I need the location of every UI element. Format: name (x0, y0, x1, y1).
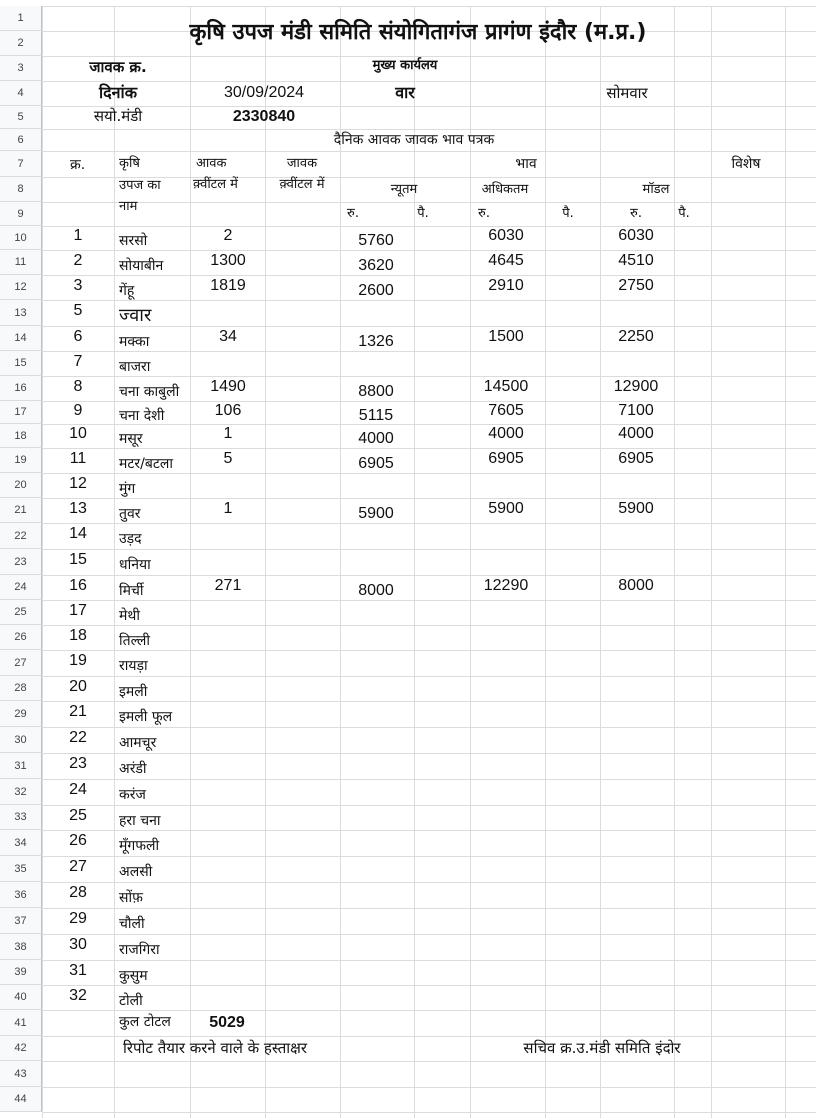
gridline (42, 1087, 816, 1088)
row-header[interactable]: 11 (0, 250, 42, 275)
min-price-cell[interactable]: 5115 (358, 407, 394, 424)
serial-cell[interactable]: 12 (69, 475, 87, 492)
crop-name-cell[interactable]: चना देशी (119, 408, 165, 424)
row-header[interactable]: 10 (0, 226, 42, 250)
serial-cell[interactable]: 23 (69, 755, 87, 772)
max-price-cell[interactable]: 4000 (488, 425, 524, 442)
serial-cell[interactable]: 8 (73, 378, 83, 395)
table-row (42, 448, 785, 473)
col-crop-header-2: उपज का (119, 178, 161, 193)
col-arrival-header-2: क़्वींटल में (193, 177, 238, 192)
crop-name-cell[interactable]: अलसी (119, 864, 153, 880)
table-row (42, 575, 785, 600)
mandi-label: सयो.मंडी (93, 107, 143, 125)
gridline (42, 1061, 816, 1062)
row-header[interactable]: 28 (0, 676, 42, 701)
modal-price-cell[interactable]: 8000 (618, 577, 654, 594)
arrival-cell[interactable]: 5 (223, 450, 233, 467)
row-header[interactable]: 21 (0, 498, 42, 523)
table-row (42, 376, 785, 401)
row-header[interactable]: 1 (0, 6, 42, 31)
serial-cell[interactable]: 10 (69, 425, 87, 442)
arrival-cell[interactable]: 106 (214, 402, 242, 419)
arrival-cell[interactable]: 1490 (210, 378, 246, 395)
max-price-cell[interactable]: 5900 (488, 500, 524, 517)
crop-name-cell[interactable]: बाजरा (119, 359, 151, 375)
row-header[interactable]: 16 (0, 376, 42, 401)
min-price-cell[interactable]: 1326 (358, 333, 394, 350)
row-header[interactable]: 42 (0, 1036, 42, 1061)
serial-cell[interactable]: 25 (69, 807, 87, 824)
day-value: सोमवार (606, 84, 648, 102)
table-row (42, 549, 785, 575)
row-header[interactable]: 43 (0, 1061, 42, 1087)
col-serial-header: क्र. (70, 157, 86, 173)
total-label: कुल टोटल (119, 1014, 171, 1030)
row-header[interactable]: 22 (0, 523, 42, 549)
serial-cell[interactable]: 7 (73, 353, 83, 370)
table-row (42, 753, 785, 779)
row-header[interactable]: 34 (0, 830, 42, 856)
col-dispatch-header-1: जावक (286, 156, 318, 171)
crop-name-cell[interactable]: मूँगफली (119, 838, 160, 854)
max-price-cell[interactable]: 4645 (488, 252, 524, 269)
max-price-cell[interactable]: 6905 (488, 450, 524, 467)
crop-name-cell[interactable]: इमली (119, 684, 148, 700)
table-row (42, 805, 785, 830)
max-price-cell[interactable]: 7605 (488, 402, 524, 419)
serial-cell[interactable]: 15 (69, 551, 87, 568)
min-paise-header: पै. (417, 206, 429, 221)
min-price-cell[interactable]: 8000 (358, 582, 394, 599)
table-row (42, 779, 785, 805)
row-header[interactable]: 8 (0, 177, 42, 202)
modal-price-cell[interactable]: 6905 (618, 450, 654, 467)
crop-name-cell[interactable]: इमली फूल (119, 709, 173, 725)
preparer-signature-label: रिपोट तैयार करने वाले के हस्ताक्षर (122, 1039, 308, 1057)
row-header[interactable]: 2 (0, 31, 42, 56)
row-header[interactable]: 25 (0, 600, 42, 625)
col-arrival-header-1: आवक (196, 156, 227, 171)
min-price-cell[interactable]: 5760 (358, 232, 394, 249)
serial-cell[interactable]: 9 (73, 402, 83, 419)
row-header[interactable]: 7 (0, 151, 42, 177)
mandi-number: 2330840 (232, 108, 296, 125)
table-row (42, 424, 785, 448)
crop-name-cell[interactable]: ज्वार (119, 305, 152, 326)
modal-paise-header: पै. (678, 206, 690, 221)
col-min-header: न्यूतम (390, 182, 418, 197)
gridline (42, 1036, 816, 1037)
row-header[interactable]: 41 (0, 1010, 42, 1036)
date-label: दिनांक (99, 83, 137, 102)
row-header[interactable]: 12 (0, 275, 42, 300)
serial-cell[interactable]: 1 (73, 227, 83, 244)
row-header[interactable]: 32 (0, 779, 42, 805)
serial-cell[interactable]: 16 (69, 577, 87, 594)
serial-cell[interactable]: 5 (73, 302, 83, 319)
row-header[interactable]: 36 (0, 882, 42, 908)
table-row (42, 908, 785, 934)
row-header[interactable]: 23 (0, 549, 42, 575)
crop-name-cell[interactable]: मुंग (119, 481, 136, 497)
table-row (42, 882, 785, 908)
crop-name-cell[interactable]: तिल्ली (119, 633, 151, 649)
serial-cell[interactable]: 17 (69, 602, 87, 619)
table-row (42, 401, 785, 424)
gridline (42, 129, 816, 130)
crop-name-cell[interactable]: हरा चना (119, 813, 161, 829)
gridline (42, 202, 816, 203)
max-rupee-header: रु. (478, 206, 490, 221)
table-row (42, 830, 785, 856)
row-header[interactable]: 39 (0, 960, 42, 985)
arrival-cell[interactable]: 1 (223, 500, 233, 517)
max-price-cell[interactable]: 6030 (488, 227, 524, 244)
serial-cell[interactable]: 2 (73, 252, 83, 269)
crop-name-cell[interactable]: मटर/बटला (119, 456, 174, 472)
row-header[interactable]: 24 (0, 575, 42, 600)
min-price-cell[interactable]: 3620 (358, 257, 394, 274)
table-row (42, 600, 785, 625)
gridline (42, 56, 816, 57)
serial-cell[interactable]: 14 (69, 525, 87, 542)
min-rupee-header: रु. (347, 206, 359, 221)
gridline (785, 6, 786, 1118)
modal-price-cell[interactable]: 5900 (618, 500, 654, 517)
modal-price-cell[interactable]: 4000 (618, 425, 654, 442)
row-header[interactable]: 17 (0, 401, 42, 424)
serial-cell[interactable]: 11 (69, 450, 87, 467)
serial-cell[interactable]: 32 (69, 987, 87, 1004)
serial-cell[interactable]: 31 (69, 962, 87, 979)
row-header[interactable]: 15 (0, 351, 42, 376)
row-header[interactable]: 9 (0, 202, 42, 226)
table-row (42, 226, 785, 250)
serial-cell[interactable]: 30 (69, 936, 87, 953)
row-header[interactable]: 29 (0, 701, 42, 727)
crop-name-cell[interactable]: धनिया (119, 557, 151, 573)
serial-cell[interactable]: 20 (69, 678, 87, 695)
row-header[interactable]: 6 (0, 129, 42, 151)
table-row (42, 250, 785, 275)
table-row (42, 934, 785, 960)
col-remark-header: विशेष (731, 156, 761, 172)
max-paise-header: पै. (562, 206, 574, 221)
crop-name-cell[interactable]: अरंडी (119, 761, 147, 777)
table-row (42, 625, 785, 650)
row-header[interactable]: 13 (0, 300, 42, 326)
document-title: कृषि उपज मंडी समिति संयोगितागंज प्रागंण इंदौर (म.प्र.) (189, 20, 647, 45)
table-row (42, 727, 785, 753)
row-header[interactable]: 20 (0, 473, 42, 498)
row-header[interactable]: 18 (0, 424, 42, 448)
gridline (42, 81, 816, 82)
serial-cell[interactable]: 6 (73, 328, 83, 345)
min-price-cell[interactable]: 6905 (358, 455, 394, 472)
table-row (42, 676, 785, 701)
gridline (42, 1010, 816, 1011)
crop-name-cell[interactable]: रायड़ा (119, 658, 148, 674)
report-date: 30/09/2024 (223, 84, 305, 101)
row-header[interactable]: 19 (0, 448, 42, 473)
serial-cell[interactable]: 19 (69, 652, 87, 669)
crop-name-cell[interactable]: कुसुम (119, 968, 148, 984)
arrival-cell[interactable]: 1819 (210, 277, 246, 294)
serial-cell[interactable]: 28 (69, 884, 87, 901)
row-header[interactable]: 40 (0, 985, 42, 1010)
arrival-cell[interactable]: 1300 (210, 252, 246, 269)
gridline (42, 106, 816, 107)
table-row (42, 300, 785, 326)
modal-price-cell[interactable]: 6030 (618, 227, 654, 244)
table-row (42, 701, 785, 727)
row-header[interactable]: 14 (0, 326, 42, 351)
row-header[interactable]: 27 (0, 650, 42, 676)
col-crop-header-3: नाम (119, 199, 138, 214)
modal-price-cell[interactable]: 7100 (618, 402, 654, 419)
crop-name-cell[interactable]: मक्का (119, 334, 150, 350)
row-header[interactable]: 4 (0, 81, 42, 106)
table-row (42, 473, 785, 498)
day-label: वार (395, 83, 415, 102)
head-office-label: मुख्य कार्यलय (372, 58, 438, 73)
gridline (42, 1112, 816, 1113)
modal-rupee-header: रु. (630, 206, 642, 221)
row-header[interactable]: 35 (0, 856, 42, 882)
row-header[interactable]: 30 (0, 727, 42, 753)
arrival-cell[interactable]: 271 (214, 577, 242, 594)
crop-name-cell[interactable]: गेंहू (119, 283, 135, 299)
col-dispatch-header-2: क़्वींटल में (279, 177, 325, 192)
max-price-cell[interactable]: 2910 (488, 277, 524, 294)
crop-name-cell[interactable]: सोंफ़ (119, 890, 143, 906)
table-row (42, 351, 785, 376)
serial-cell[interactable]: 13 (69, 500, 87, 517)
crop-name-cell[interactable]: चना काबुली (119, 384, 180, 400)
table-row (42, 275, 785, 300)
crop-name-cell[interactable]: उड़द (119, 531, 142, 547)
col-price-header: भाव (515, 156, 537, 172)
table-row (42, 326, 785, 351)
min-price-cell[interactable]: 5900 (358, 505, 394, 522)
crop-name-cell[interactable]: मिर्ची (119, 583, 144, 599)
modal-price-cell[interactable]: 12900 (613, 378, 659, 395)
crop-name-cell[interactable]: राजगिरा (119, 942, 160, 958)
row-header[interactable]: 3 (0, 56, 42, 81)
modal-price-cell[interactable]: 2250 (618, 328, 654, 345)
min-price-cell[interactable]: 2600 (358, 282, 394, 299)
crop-name-cell[interactable]: आमचूर (119, 735, 157, 751)
total-arrival: 5029 (209, 1014, 245, 1031)
table-row (42, 960, 785, 985)
col-max-header: अधिकतम (481, 182, 529, 197)
crop-name-cell[interactable]: सोयाबीन (119, 258, 164, 274)
gridline (42, 6, 816, 7)
sheet-subtitle: दैनिक आवक जावक भाव पत्रक (333, 132, 495, 148)
serial-cell[interactable]: 22 (69, 729, 87, 746)
crop-name-cell[interactable]: करंज (119, 787, 146, 803)
max-price-cell[interactable]: 1500 (488, 328, 524, 345)
row-header[interactable]: 26 (0, 625, 42, 650)
serial-cell[interactable]: 18 (69, 627, 87, 644)
table-row (42, 650, 785, 676)
crop-name-cell[interactable]: सरसो (119, 233, 148, 249)
max-price-cell[interactable]: 12290 (483, 577, 529, 594)
secretary-signature-label: सचिव क्र.उ.मंडी समिति इंदोर (523, 1039, 681, 1057)
serial-cell[interactable]: 3 (73, 277, 83, 294)
col-crop-header-1: कृषि (119, 156, 140, 171)
crop-name-cell[interactable]: मसूर (119, 431, 143, 447)
serial-cell[interactable]: 21 (69, 703, 87, 720)
min-price-cell[interactable]: 4000 (358, 430, 394, 447)
row-header[interactable]: 44 (0, 1087, 42, 1112)
serial-cell[interactable]: 29 (69, 910, 87, 927)
max-price-cell[interactable]: 14500 (483, 378, 529, 395)
table-row (42, 523, 785, 549)
row-header[interactable]: 38 (0, 934, 42, 960)
crop-name-cell[interactable]: चौली (119, 916, 145, 932)
javak-number-label: जावक क्र. (89, 58, 147, 76)
crop-name-cell[interactable]: तुवर (119, 506, 141, 522)
arrival-cell[interactable]: 34 (219, 328, 237, 345)
serial-cell[interactable]: 27 (69, 858, 87, 875)
table-row (42, 498, 785, 523)
crop-name-cell[interactable]: मेथी (119, 608, 140, 624)
table-row (42, 856, 785, 882)
row-header[interactable]: 5 (0, 106, 42, 129)
serial-cell[interactable]: 26 (69, 832, 87, 849)
serial-cell[interactable]: 24 (69, 781, 87, 798)
min-price-cell[interactable]: 8800 (358, 383, 394, 400)
modal-price-cell[interactable]: 2750 (618, 277, 654, 294)
row-header[interactable]: 31 (0, 753, 42, 779)
table-row (42, 985, 785, 1010)
col-modal-header: मॉडल (642, 182, 670, 197)
arrival-cell[interactable]: 1 (223, 425, 233, 442)
crop-name-cell[interactable]: टोली (119, 993, 143, 1009)
row-header[interactable]: 37 (0, 908, 42, 934)
gridline (42, 151, 816, 152)
row-header[interactable]: 33 (0, 805, 42, 830)
modal-price-cell[interactable]: 4510 (618, 252, 654, 269)
arrival-cell[interactable]: 2 (223, 227, 233, 244)
